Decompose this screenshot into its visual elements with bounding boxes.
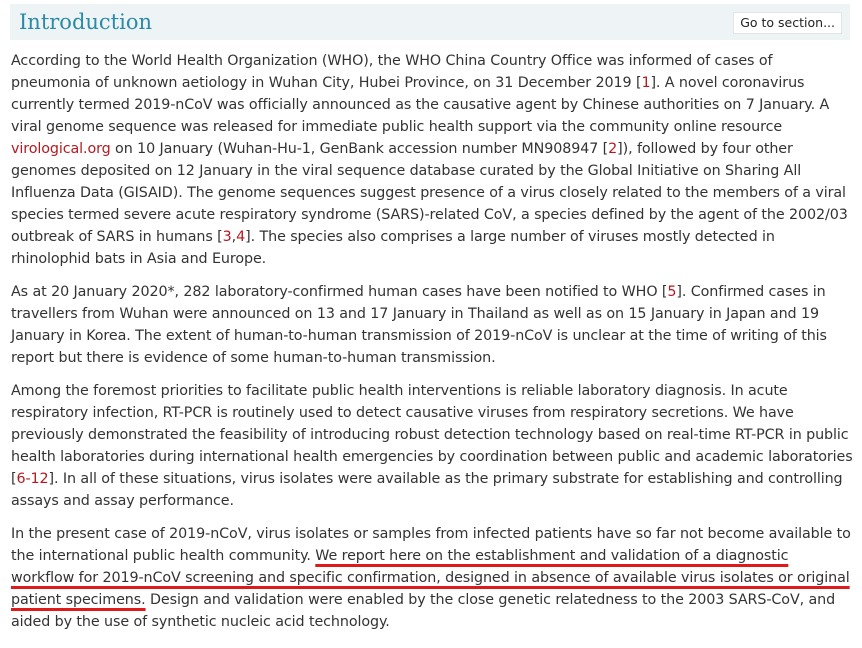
text: , (231, 229, 237, 245)
reference-link-1[interactable]: 1 (641, 75, 651, 91)
paragraph-2 (11, 281, 853, 369)
go-to-section-dropdown[interactable]: Go to section... (733, 12, 842, 34)
text: According to the World Health Organization (WHO), the WHO China Country Office was informed of cases of pneumonia of unknown aetiology in Wuhan City, Hubei Province, on 31 December 2019 [ (11, 53, 773, 91)
underlined-highlight: We report here on the establishment and validation of a diagnostic workflow for 2019-nCoV screening and specific confirmation, designed in absence of available virus isolates or original patient specimens. (11, 548, 850, 608)
reference-link-5[interactable]: 5 (667, 284, 677, 300)
text: on 10 January (Wuhan-Hu-1, GenBank accession number MN908947 [ (110, 141, 609, 157)
reference-link-6-12[interactable]: 6-12 (16, 471, 49, 487)
text: ]. The species also comprises a large number of viruses mostly detected in rhinolophid bats in Asia and Europe. (11, 229, 775, 267)
text: In the present case of 2019-nCoV, virus isolates or samples from infected patients have so far not become available to the international public health community. (11, 526, 851, 564)
reference-link-3[interactable]: 3 (222, 229, 232, 245)
text: ]. In all of these situations, virus isolates were available as the primary substrate for establishing and controlling assays and assay performance. (11, 471, 843, 509)
reference-link-2[interactable]: 2 (608, 141, 618, 157)
text: Among the foremost priorities to facilitate public health interventions is reliable laboratory diagnosis. In acute respiratory infection, RT-PCR is routinely used to detect causative viruses from respiratory secretions. We have previously demonstrated the feasibility of introducing robust detection technology based on real-time RT-PCR in public health laboratories during international health emergencies by coordination between public and academic laboratories [ (11, 383, 853, 487)
text: ]. A novel coronavirus currently termed 2019-nCoV was officially announced as the causative agent by Chinese authorities on 7 January. A viral genome sequence was released for immediate public health support via the community online resource (11, 75, 830, 135)
paragraph-3 (11, 380, 853, 512)
reference-link-4[interactable]: 4 (236, 229, 246, 245)
text: As at 20 January 2020*, 282 laboratory-confirmed human cases have been notified to WHO [ (11, 284, 668, 300)
text: ]), followed by four other genomes deposited on 12 January in the viral sequence database curated by the Global Initiative on Sharing All Influenza Data (GISAID). The genome sequences suggest presence of a virus closely related to the members of a viral species termed severe acute respiratory syndrome (SARS)-related CoV, a species defined by the agent of the 2002/03 outbreak of SARS in humans [ (11, 141, 848, 245)
section-header (10, 4, 850, 40)
article-body (11, 50, 853, 644)
virological-link[interactable]: virological.org (11, 141, 111, 157)
section-title: Introduction (19, 10, 152, 34)
text: Design and validation were enabled by the close genetic relatedness to the 2003 SARS-CoV, and aided by the use of synthetic nucleic acid technology. (11, 592, 836, 630)
paragraph-1 (11, 50, 853, 270)
paragraph-4 (11, 523, 853, 633)
text: ]. Confirmed cases in travellers from Wuhan were announced on 13 and 17 January in Thailand as well as on 15 January in Japan and 19 January in Korea. The extent of human-to-human transmission of 2019-nCoV is unclear at the time of writing of this report but there is evidence of some human-to-human transmission. (11, 284, 827, 366)
